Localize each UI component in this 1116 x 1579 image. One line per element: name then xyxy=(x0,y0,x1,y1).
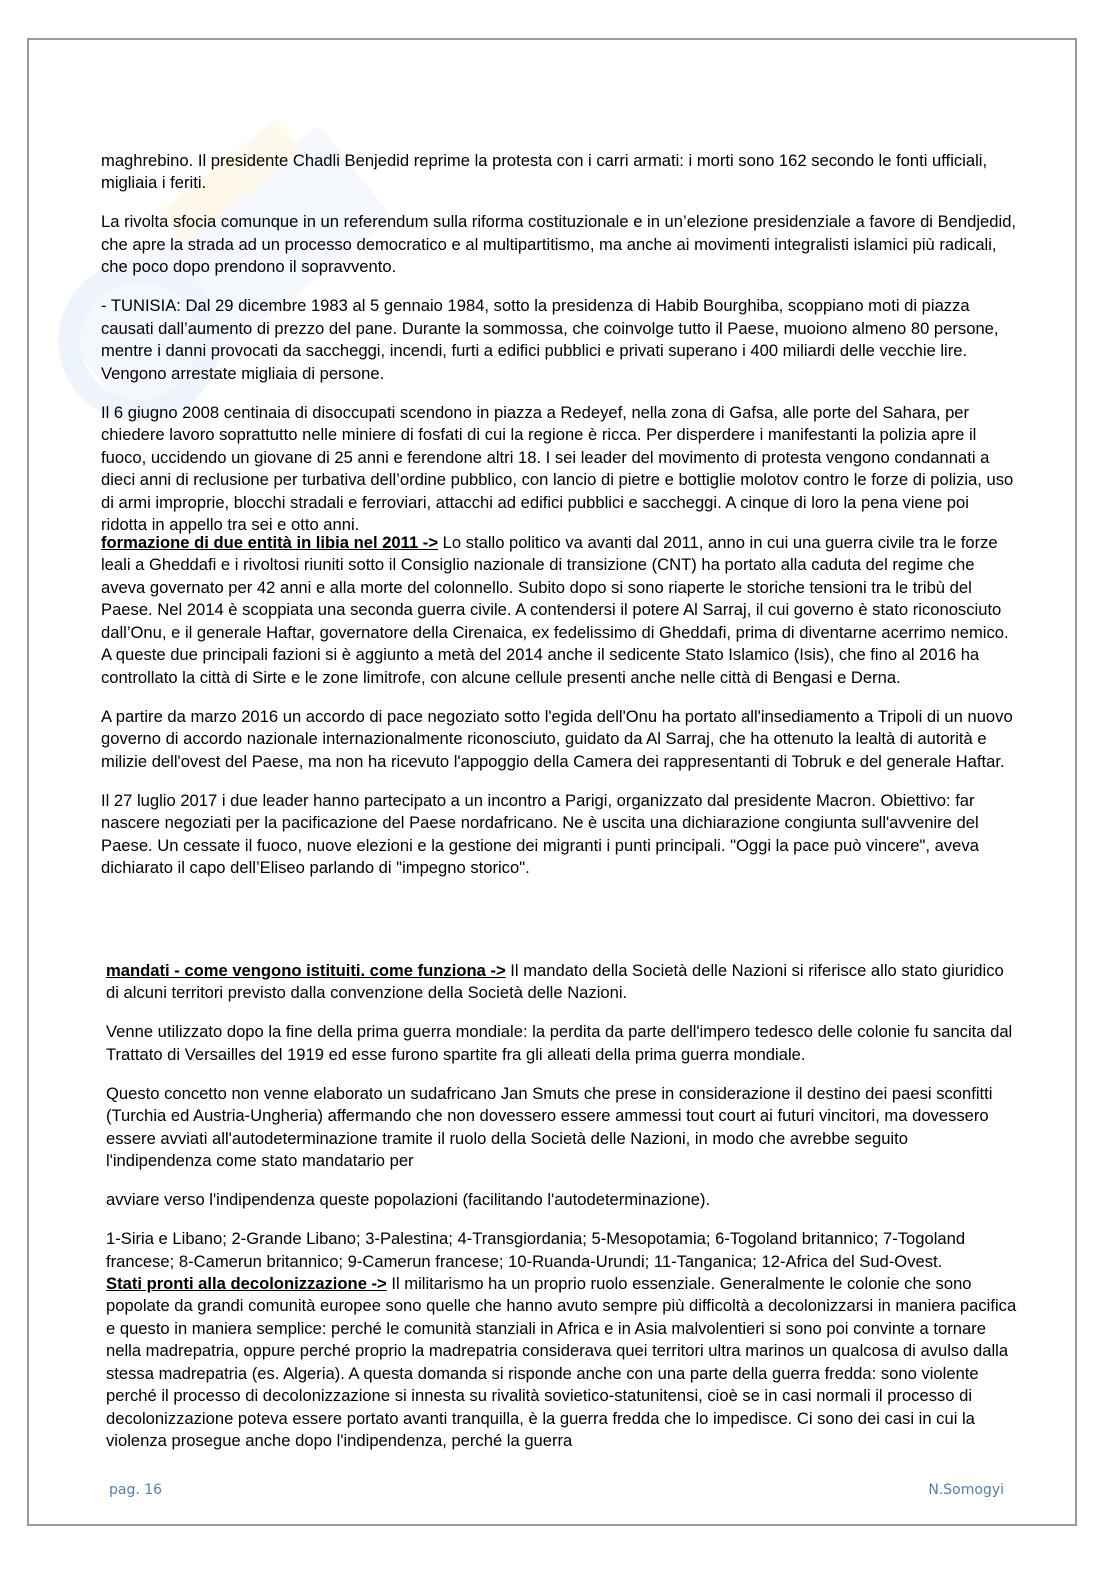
paragraph: maghrebino. Il presidente Chadli Benjedid reprime la protesta con i carri armati: i morti sono 162 secondo le fonti ufficiali, migliaia i feriti. xyxy=(101,150,988,193)
paragraph: La rivolta sfocia comunque in un referendum sulla riforma costituzionale e in un’elezione presidenziale a favore di Bendjedid, che apre la strada ad un processo democratico e al multipartitismo, ma anche ai movimenti integralisti islamici più radicali, che poco dopo prendono il sopravvento. xyxy=(101,212,1017,277)
section-mandati xyxy=(106,943,1018,1290)
paragraph: avviare verso l'indipendenza queste popolazioni (facilitando l'autodeterminazione). xyxy=(106,1190,711,1210)
section-algeria-tunisia xyxy=(101,133,1019,553)
paragraph xyxy=(106,1273,1018,1453)
author-name: N.Somogyi xyxy=(928,1482,1004,1498)
section-libia-2011 xyxy=(101,515,1019,896)
section-heading: mandati - come vengono istituiti. come funziona -> xyxy=(106,960,506,980)
paragraph xyxy=(106,960,1018,1005)
section-heading: formazione di due entità in libia nel 2011 -> xyxy=(101,532,439,552)
paragraph: Il 27 luglio 2017 i due leader hanno partecipato a un incontro a Parigi, organizzato dal presidente Macron. Obiettivo: far nascere negoziati per la pacificazione del Paese nordafricano. Ne è uscita una dichiarazione congiunta sull'avvenire del Paese. Un cessate il fuoco, nuove elezioni e la gestione dei migranti i punti principali. "Oggi la pace può vincere", aveva dichiarato il capo dell’Eliseo parlando di "impegno storico". xyxy=(101,790,979,878)
page-number: pag. 16 xyxy=(109,1482,163,1498)
paragraph xyxy=(101,532,1019,690)
paragraph: A partire da marzo 2016 un accordo di pace negoziato sotto l'egida dell'Onu ha portato all'insediamento a Tripoli di un nuovo governo di accordo nazionale internazionalmente riconosciuto, guidato da Al Sarraj, che ha ottenuto la lealtà di autorità e milizie dell'ovest del Paese, ma non ha ricevuto l'appoggio della Camera dei rappresentanti di Tobruk e del generale Haftar. xyxy=(101,706,1013,771)
section-heading: Stati pronti alla decolonizzazione -> xyxy=(106,1273,387,1293)
paragraph-text: Il mandato della Società delle Nazioni si riferisce allo stato giuridico di alcuni territori previsto dalla convenzione della Società delle Nazioni. xyxy=(106,960,1004,1003)
paragraph: 1-Siria e Libano; 2-Grande Libano; 3-Palestina; 4-Transgiordania; 5-Mesopotamia; 6-Togoland britannico; 7-Togoland francese; 8-Camerun britannico; 9-Camerun francese; 10-Ruanda-Urundi; 11-Tanganica; 12-Africa del Sud-Ovest. xyxy=(106,1229,966,1271)
paragraph: - TUNISIA: Dal 29 dicembre 1983 al 5 gennaio 1984, sotto la presidenza di Habib Bourghiba, scoppiano moti di piazza causati dall’aumento di prezzo del pane. Durante la sommossa, che coinvolge tutto il Paese, muoiono almeno 80 persone, mentre i danni provocati da saccheggi, incendi, furti a edifici pubblici e privati superano i 400 miliardi delle vecchie lire. Vengono arrestate migliaia di persone. xyxy=(101,296,999,383)
paragraph: Questo concetto non venne elaborato un sudafricano Jan Smuts che prese in considerazione il destino dei paesi sconfitti (Turchia ed Austria-Ungheria) affermando che non dovessero essere ammessi tout court ai futuri vincitori, ma dovessero essere avviati all'autodeterminazione tramite il ruolo della Società delle Nazioni, in modo che avrebbe seguito l'indipendenza come stato mandatario per xyxy=(106,1083,993,1171)
paragraph: Il 6 giugno 2008 centinaia di disoccupati scendono in piazza a Redeyef, nella zona di Gafsa, alle porte del Sahara, per chiedere lavoro soprattutto nelle miniere di fosfati di cui la regione è ricca. Per disperdere i manifestanti la polizia apre il fuoco, uccidendo un giovane di 25 anni e ferendone altri 18. I sei leader del movimento di protesta vengono condannati a dieci anni di reclusione per turbativa dell’ordine pubblico, con lancio di pietre e bottiglie molotov contro le forze di polizia, uso di armi improprie, blocchi stradali e ferroviari, attacchi ad edifici pubblici e saccheggi. A cinque di loro la pena viene poi ridotta in appello tra sei e otto anni. xyxy=(101,402,1014,535)
paragraph-text: Il militarismo ha un proprio ruolo essenziale. Generalmente le colonie che sono popolate da grandi comunità europee sono quelle che hanno avuto sempre più difficoltà a decolonizzarsi in maniera pacifica e questo in maniera semplice: perché le comunità stanziali in Africa e in Asia malvolentieri si sono poi convinte a tornare nella madrepatria, oppure perché proprio la madrepatria considerava quei territori ultra marinos un qualcosa di avulso dalla stessa madrepatria (es. Algeria). A questa domanda si risponde anche con una parte della guerra fredda: sono violente perché il processo di decolonizzazione si innesta su rivalità sovietico-statunitensi, cioè se in casi normali il processo di decolonizzazione poteva essere portato avanti tranquilla, è la guerra fredda che lo impedisce. Ci sono dei casi in cui la violenza prosegue anche dopo l'indipendenza, perché la guerra xyxy=(106,1273,1017,1451)
paragraph-text: Lo stallo politico va avanti dal 2011, anno in cui una guerra civile tra le forze leali a Gheddafi e i rivoltosi riuniti sotto il Consiglio nazionale di transizione (CNT) ha portato alla caduta del regime che aveva governato per 42 anni e alla morte del colonnello. Subito dopo si sono riaperte le storiche tensioni tra le tribù del Paese. Nel 2014 è scoppiata una seconda guerra civile. A contendersi il potere Al Sarraj, il cui governo è stato riconosciuto dall’Onu, e il generale Haftar, governatore della Cirenaica, ex fedelissimo di Gheddafi, prima di diventarne acerrimo nemico. A queste due principali fazioni si è aggiunto a metà del 2014 anche il sedicente Stato Islamico (Isis), che fino al 2016 ha controllato la città di Sirte e le zone limitrofe, con alcune cellule presenti anche nelle città di Bengasi e Derna. xyxy=(101,532,1009,687)
section-decolonizzazione xyxy=(106,1256,1018,1469)
paragraph: Venne utilizzato dopo la fine della prima guerra mondiale: la perdita da parte dell'impero tedesco delle colonie fu sancita dal Trattato di Versailles del 1919 ed esse furono spartite fra gli alleati della prima guerra mondiale. xyxy=(106,1022,1013,1064)
